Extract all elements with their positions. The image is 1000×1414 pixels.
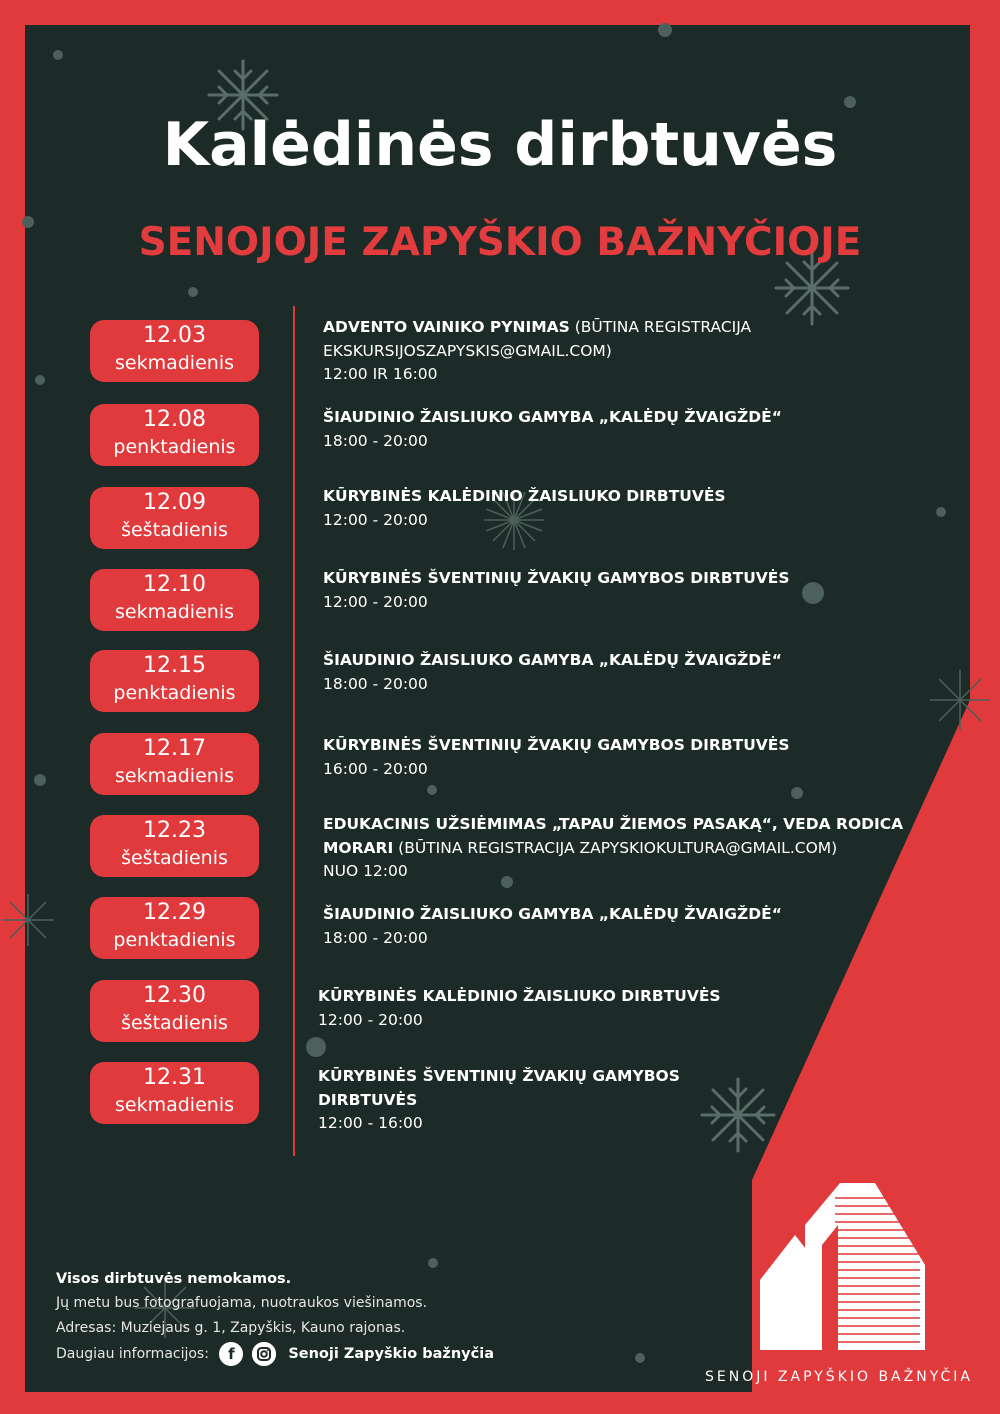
event-time: 12:00 - 20:00: [318, 1010, 423, 1029]
date-badge: [90, 980, 259, 1042]
date-badge: [90, 487, 259, 549]
event-item: [323, 734, 923, 781]
footer-address: Adresas: Muziejaus g. 1, Zapyškis, Kauno rajonas.: [56, 1320, 406, 1336]
event-time: 16:00 - 20:00: [323, 759, 428, 778]
event-item: [323, 649, 923, 696]
event-time: 18:00 - 20:00: [323, 674, 428, 693]
event-item: [323, 567, 923, 614]
date-badge: [90, 320, 259, 382]
weekday: šeštadienis: [121, 1012, 228, 1034]
timeline-divider: [293, 306, 295, 1156]
weekday: sekmadienis: [115, 352, 234, 374]
event-time: 12:00 - 16:00: [318, 1114, 423, 1132]
event-title: EDUKACINIS UŽSIĖMIMAS „TAPAU ŽIEMOS PASAKĄ“, VEDA RODICA MORARI: [323, 815, 904, 857]
date: 12.08: [143, 407, 206, 432]
starburst-icon: [930, 670, 990, 730]
event-title: ADVENTO VAINIKO PYNIMAS: [323, 318, 570, 336]
weekday: sekmadienis: [115, 765, 234, 787]
snowflake-icon: [702, 1079, 774, 1151]
page-title: Kalėdinės dirbtuvės: [162, 110, 838, 180]
weekday: penktadienis: [113, 929, 236, 951]
weekday: penktadienis: [113, 436, 236, 458]
event-title: KŪRYBINĖS KALĖDINIO ŽAISLIUKO DIRBTUVĖS: [323, 487, 726, 505]
event-time: 18:00 - 20:00: [323, 928, 428, 947]
weekday: sekmadienis: [115, 1094, 234, 1116]
event-time: 12:00 IR 16:00: [323, 365, 438, 383]
event-time: NUO 12:00: [323, 862, 408, 880]
event-time: 12:00 - 20:00: [323, 592, 428, 611]
event-item: [323, 903, 923, 950]
event-title: KŪRYBINĖS ŠVENTINIŲ ŽVAKIŲ GAMYBOS DIRBTUVĖS: [318, 1067, 680, 1109]
event-item: [318, 985, 918, 1032]
event-title: ŠIAUDINIO ŽAISLIUKO GAMYBA „KALĖDŲ ŽVAIGŽDĖ“: [323, 651, 782, 669]
date: 12.31: [143, 1065, 206, 1090]
date: 12.17: [143, 736, 206, 761]
date: 12.10: [143, 572, 206, 597]
event-note: (BŪTINA REGISTRACIJA EKSKURSIJOSZAPYSKIS@GMAIL.COM): [323, 318, 752, 360]
weekday: šeštadienis: [121, 519, 228, 541]
event-item: [318, 1065, 698, 1136]
event-item: [323, 406, 923, 453]
date: 12.03: [143, 323, 206, 348]
footer-photo-note: Jų metu bus fotografuojama, nuotraukos viešinamos.: [56, 1295, 428, 1311]
date: 12.29: [143, 900, 206, 925]
date-badge: [90, 1062, 259, 1124]
event-title: KŪRYBINĖS ŠVENTINIŲ ŽVAKIŲ GAMYBOS DIRBTUVĖS: [323, 736, 790, 754]
event-title: KŪRYBINĖS KALĖDINIO ŽAISLIUKO DIRBTUVĖS: [318, 987, 721, 1005]
event-title: ŠIAUDINIO ŽAISLIUKO GAMYBA „KALĖDŲ ŽVAIGŽDĖ“: [323, 408, 782, 426]
facebook-icon[interactable]: f: [219, 1342, 243, 1366]
date-badge: [90, 650, 259, 712]
event-time: 18:00 - 20:00: [323, 431, 428, 450]
event-time: 12:00 - 20:00: [323, 510, 428, 529]
weekday: šeštadienis: [121, 847, 228, 869]
instagram-icon[interactable]: [252, 1342, 276, 1366]
date-badge: [90, 897, 259, 959]
date-badge: [90, 815, 259, 877]
event-title: KŪRYBINĖS ŠVENTINIŲ ŽVAKIŲ GAMYBOS DIRBTUVĖS: [323, 569, 790, 587]
date: 12.23: [143, 818, 206, 843]
date-badge: [90, 404, 259, 466]
event-item: [323, 485, 923, 532]
weekday: sekmadienis: [115, 601, 234, 623]
date-badge: [90, 569, 259, 631]
event-item: [323, 813, 923, 884]
date: 12.09: [143, 490, 206, 515]
church-logo-icon: [760, 1183, 925, 1350]
brand-name: SENOJI ZAPYŠKIO BAŽNYČIA: [705, 1369, 973, 1385]
weekday: penktadienis: [113, 682, 236, 704]
footer-free-note: Visos dirbtuvės nemokamos.: [56, 1271, 292, 1287]
date-badge: [90, 733, 259, 795]
event-item: [323, 316, 813, 387]
date: 12.30: [143, 983, 206, 1008]
event-title: ŠIAUDINIO ŽAISLIUKO GAMYBA „KALĖDŲ ŽVAIGŽDĖ“: [323, 905, 782, 923]
social-link[interactable]: Senoji Zapyškio bažnyčia: [288, 1346, 494, 1362]
date: 12.15: [143, 653, 206, 678]
footer-info: [56, 1342, 494, 1366]
page-subtitle: SENOJOJE ZAPYŠKIO BAŽNYČIOJE: [138, 220, 862, 265]
footer-info-label: Daugiau informacijos:: [56, 1346, 209, 1362]
event-note: (BŪTINA REGISTRACIJA ZAPYSKIOKULTURA@GMAIL.COM): [393, 838, 838, 857]
